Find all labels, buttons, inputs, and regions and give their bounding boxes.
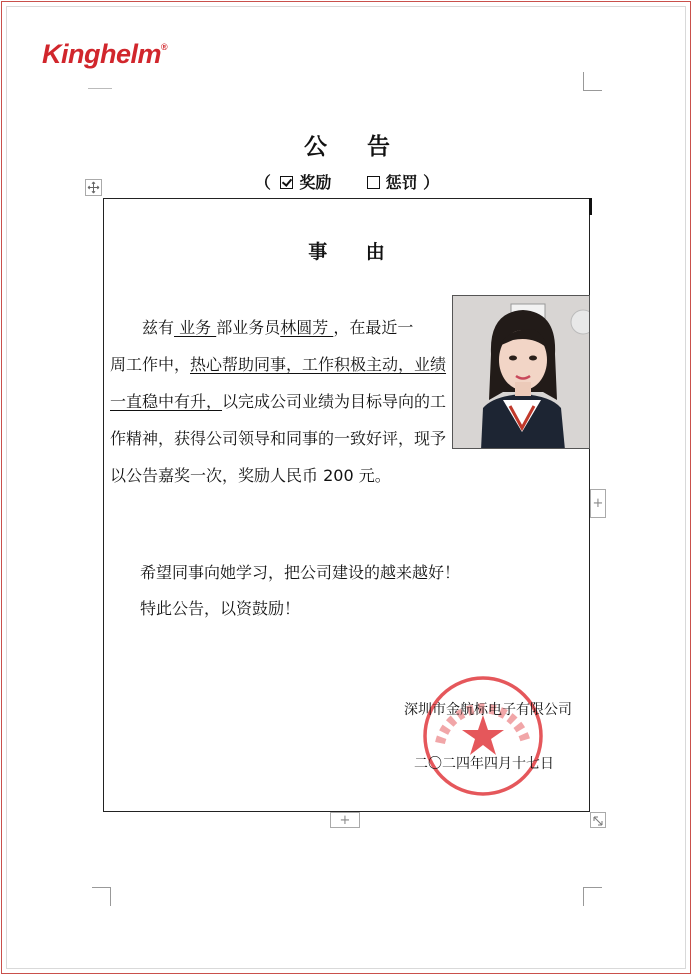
penalty-checkbox[interactable] bbox=[367, 176, 380, 189]
margin-mark bbox=[88, 88, 112, 89]
crop-mark-top-right bbox=[583, 72, 602, 91]
cell-end-mark bbox=[589, 198, 592, 215]
company-seal bbox=[420, 673, 546, 799]
notice-title: 公 告 bbox=[303, 134, 406, 160]
add-column-plus-icon[interactable]: + bbox=[590, 489, 606, 518]
underlined-text: 一直稳中有升， bbox=[110, 392, 223, 411]
company-logo bbox=[42, 41, 167, 68]
employee-photo bbox=[452, 295, 590, 449]
paragraph-text: 以公告嘉奖一次，奖励人民币 200 元。 bbox=[110, 466, 391, 485]
paragraph-text: ，在最近一 bbox=[333, 318, 414, 337]
underlined-text: 业务 bbox=[174, 318, 217, 337]
logo-text: Kinghelm bbox=[42, 39, 162, 69]
paragraph-line bbox=[110, 383, 450, 420]
closing-line-1: 希望同事向她学习，把公司建设的越来越好！ bbox=[140, 563, 461, 582]
resize-icon[interactable] bbox=[590, 812, 606, 828]
paragraph-line bbox=[110, 420, 450, 457]
penalty-label: 惩罚 bbox=[385, 173, 418, 192]
closing-line-2: 特此公告，以资鼓励！ bbox=[140, 599, 301, 618]
closing-text bbox=[140, 555, 460, 627]
notice-paragraph bbox=[110, 309, 450, 494]
paragraph-text: 以完成公司业绩为目标导向的工 bbox=[222, 392, 447, 411]
close-paren: ） bbox=[423, 173, 440, 192]
reward-label: 奖励 bbox=[299, 173, 332, 192]
paragraph-line bbox=[110, 309, 450, 346]
notice-table-cell[interactable] bbox=[103, 198, 590, 812]
paragraph-line bbox=[110, 457, 450, 494]
notice-type-options bbox=[0, 170, 694, 193]
company-name: 深圳市金航标电子有限公司 bbox=[404, 702, 572, 718]
logo-registered-mark: ® bbox=[161, 42, 168, 52]
paragraph-text: 兹有 bbox=[142, 318, 175, 337]
paragraph-text: 周工作中， bbox=[110, 355, 191, 374]
crop-mark-bottom-right bbox=[583, 887, 602, 906]
open-paren: （ bbox=[254, 173, 271, 192]
notice-date: 二〇二四年四月十七日 bbox=[414, 756, 554, 772]
reward-checkbox[interactable] bbox=[280, 176, 293, 189]
underlined-text: 热心帮助同事，工作积极主动，业绩 bbox=[190, 355, 447, 374]
paragraph-text: 部业务员 bbox=[216, 318, 281, 337]
crop-mark-bottom-left bbox=[92, 887, 111, 906]
paragraph-line bbox=[110, 346, 450, 383]
move-icon[interactable] bbox=[85, 179, 102, 196]
underlined-text: 林圆芳 bbox=[280, 318, 334, 337]
add-row-plus-icon[interactable]: + bbox=[330, 812, 360, 828]
paragraph-text: 作精神，获得公司领导和同事的一致好评，现予 bbox=[110, 429, 447, 448]
reason-heading: 事 由 bbox=[308, 241, 401, 263]
